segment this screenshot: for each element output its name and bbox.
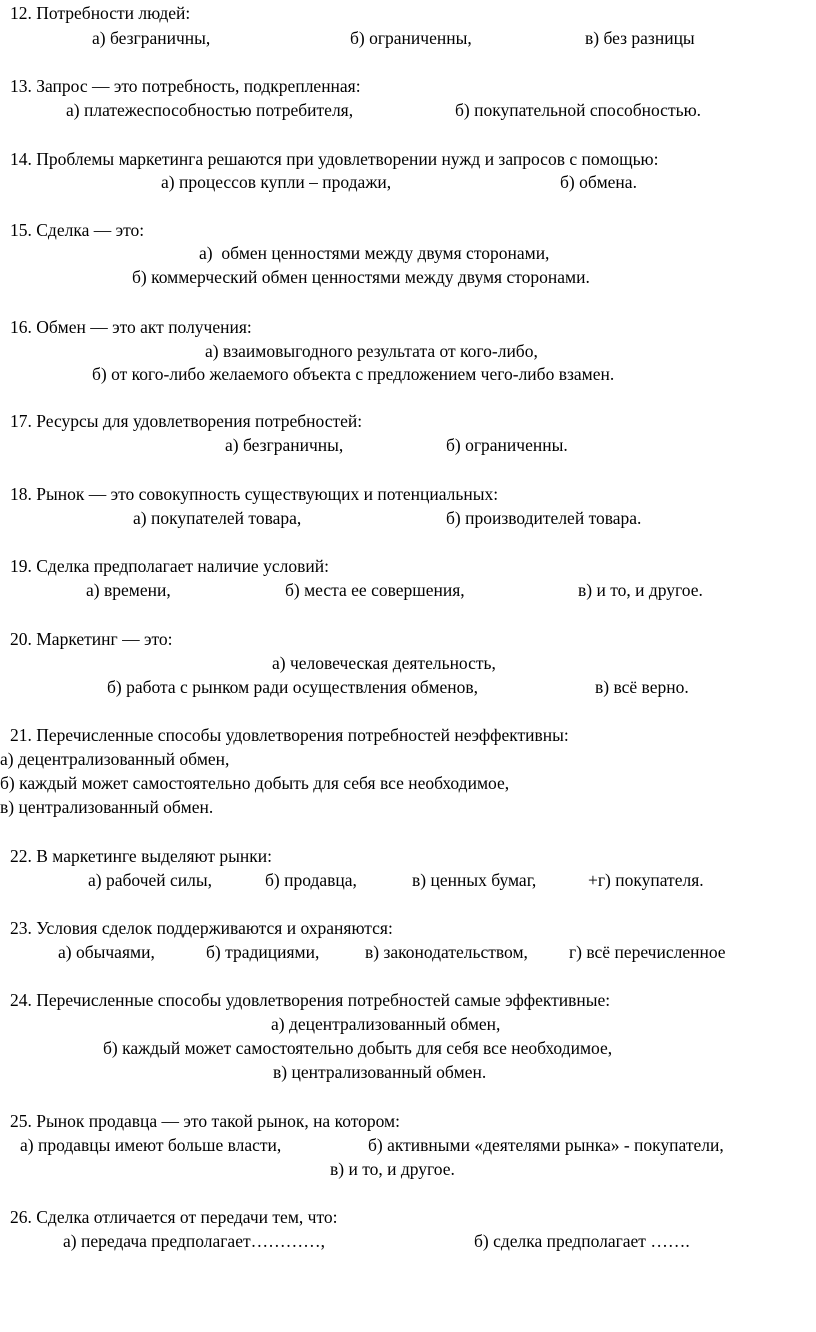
question-25 [0,1108,816,1134]
answer-b: б) работа с рынком ради осуществления обменов, [107,677,479,697]
answers-15-b [0,264,816,290]
answers-24-c [0,1059,816,1085]
answer-c: в) централизованный обмен. [0,797,214,817]
answers-20-b [0,674,816,700]
answers-16-b [0,361,816,387]
answer-b: б) покупательной способностью. [455,100,702,120]
question-text: 21. Перечисленные способы удовлетворения потребностей неэффективны: [10,725,569,745]
answers-25 [0,1132,816,1158]
answer-a: а) времени, [86,580,171,600]
answer-b: б) места ее совершения, [285,580,465,600]
question-17 [0,408,816,434]
question-text: 20. Маркетинг — это: [10,629,173,649]
answer-a: а) процессов купли – продажи, [161,172,392,192]
question-text: 23. Условия сделок поддерживаются и охраняются: [10,918,393,938]
answer-a: а) взаимовыгодного результата от кого-либо, [205,341,538,361]
answer-a: а) платежеспособностью потребителя, [66,100,354,120]
question-16 [0,314,816,340]
answer-a: а) человеческая деятельность, [272,653,496,673]
question-18 [0,481,816,507]
answer-b: б) коммерческий обмен ценностями между двумя сторонами. [132,267,590,287]
answers-18 [0,505,816,531]
answer-a: а) продавцы имеют больше власти, [20,1135,282,1155]
answer-a: а) безграничны, [225,435,344,455]
answers-20 [0,650,816,676]
answer-a: а) безграничны, [92,28,211,48]
answer-a: а) покупателей товара, [133,508,302,528]
answer-b: б) сделка предполагает ……. [474,1231,690,1251]
answer-d: г) всё перечисленное [569,942,726,962]
question-21 [0,722,816,748]
question-26 [0,1204,816,1230]
question-text: 24. Перечисленные способы удовлетворения потребностей самые эффективные: [10,990,611,1010]
answers-26 [0,1228,816,1254]
answers-12 [0,25,816,51]
answer-b: б) активными «деятелями рынка» - покупатели, [368,1135,724,1155]
answers-21-b [0,770,816,796]
answers-24-a [0,1011,816,1037]
question-text: 13. Запрос — это потребность, подкрепленная: [10,76,361,96]
answer-b: б) каждый может самостоятельно добыть для себя все необходимое, [103,1038,613,1058]
answer-b: б) от кого-либо желаемого объекта с предложением чего-либо взамен. [92,364,615,384]
answers-23 [0,939,816,965]
question-13 [0,73,816,99]
question-text: 16. Обмен — это акт получения: [10,317,252,337]
answers-13 [0,97,816,123]
answer-d: +г) покупателя. [588,870,704,890]
answer-b: б) традициями, [206,942,320,962]
question-text: 14. Проблемы маркетинга решаются при удовлетворении нужд и запросов с помощью: [10,149,659,169]
question-text: 18. Рынок — это совокупность существующих и потенциальных: [10,484,499,504]
answer-b: б) ограниченны. [446,435,568,455]
question-22 [0,843,816,869]
answer-a: а) рабочей силы, [88,870,212,890]
answer-b: б) производителей товара. [446,508,642,528]
answer-a: а) децентрализованный обмен, [0,749,230,769]
answer-c: в) централизованный обмен. [273,1062,487,1082]
question-text: 26. Сделка отличается от передачи тем, что: [10,1207,338,1227]
answers-14 [0,169,816,195]
answer-c: в) и то, и другое. [330,1159,455,1179]
question-24 [0,987,816,1013]
answer-b: б) продавца, [265,870,357,890]
answers-19 [0,577,816,603]
answers-21-a [0,746,816,772]
answer-a: а) передача предполагает…………, [63,1231,325,1251]
question-text: 17. Ресурсы для удовлетворения потребностей: [10,411,363,431]
answer-b: б) каждый может самостоятельно добыть для себя все необходимое, [0,773,510,793]
question-20 [0,626,816,652]
answers-15 [0,240,816,266]
answer-c: в) и то, и другое. [578,580,703,600]
answer-a: а) децентрализованный обмен, [271,1014,501,1034]
answers-22 [0,867,816,893]
answers-17 [0,432,816,458]
question-text: 15. Сделка — это: [10,220,145,240]
question-text: 25. Рынок продавца — это такой рынок, на котором: [10,1111,400,1131]
question-text: 12. Потребности людей: [10,3,191,23]
question-text: 19. Сделка предполагает наличие условий: [10,556,329,576]
answer-c: в) ценных бумаг, [412,870,537,890]
answer-c: в) всё верно. [595,677,689,697]
answer-b: б) ограниченны, [350,28,472,48]
question-12 [0,0,816,26]
question-23 [0,915,816,941]
answer-a: а) обычаями, [58,942,155,962]
question-19 [0,553,816,579]
answer-a: а) обмен ценностями между двумя сторонами, [199,243,550,263]
answer-b: б) обмена. [560,172,637,192]
answers-21-c [0,794,816,820]
answer-c: в) без разницы [585,28,695,48]
answers-24-b [0,1035,816,1061]
question-text: 22. В маркетинге выделяют рынки: [10,846,273,866]
answer-c: в) законодательством, [365,942,528,962]
answers-25-c [0,1156,816,1182]
